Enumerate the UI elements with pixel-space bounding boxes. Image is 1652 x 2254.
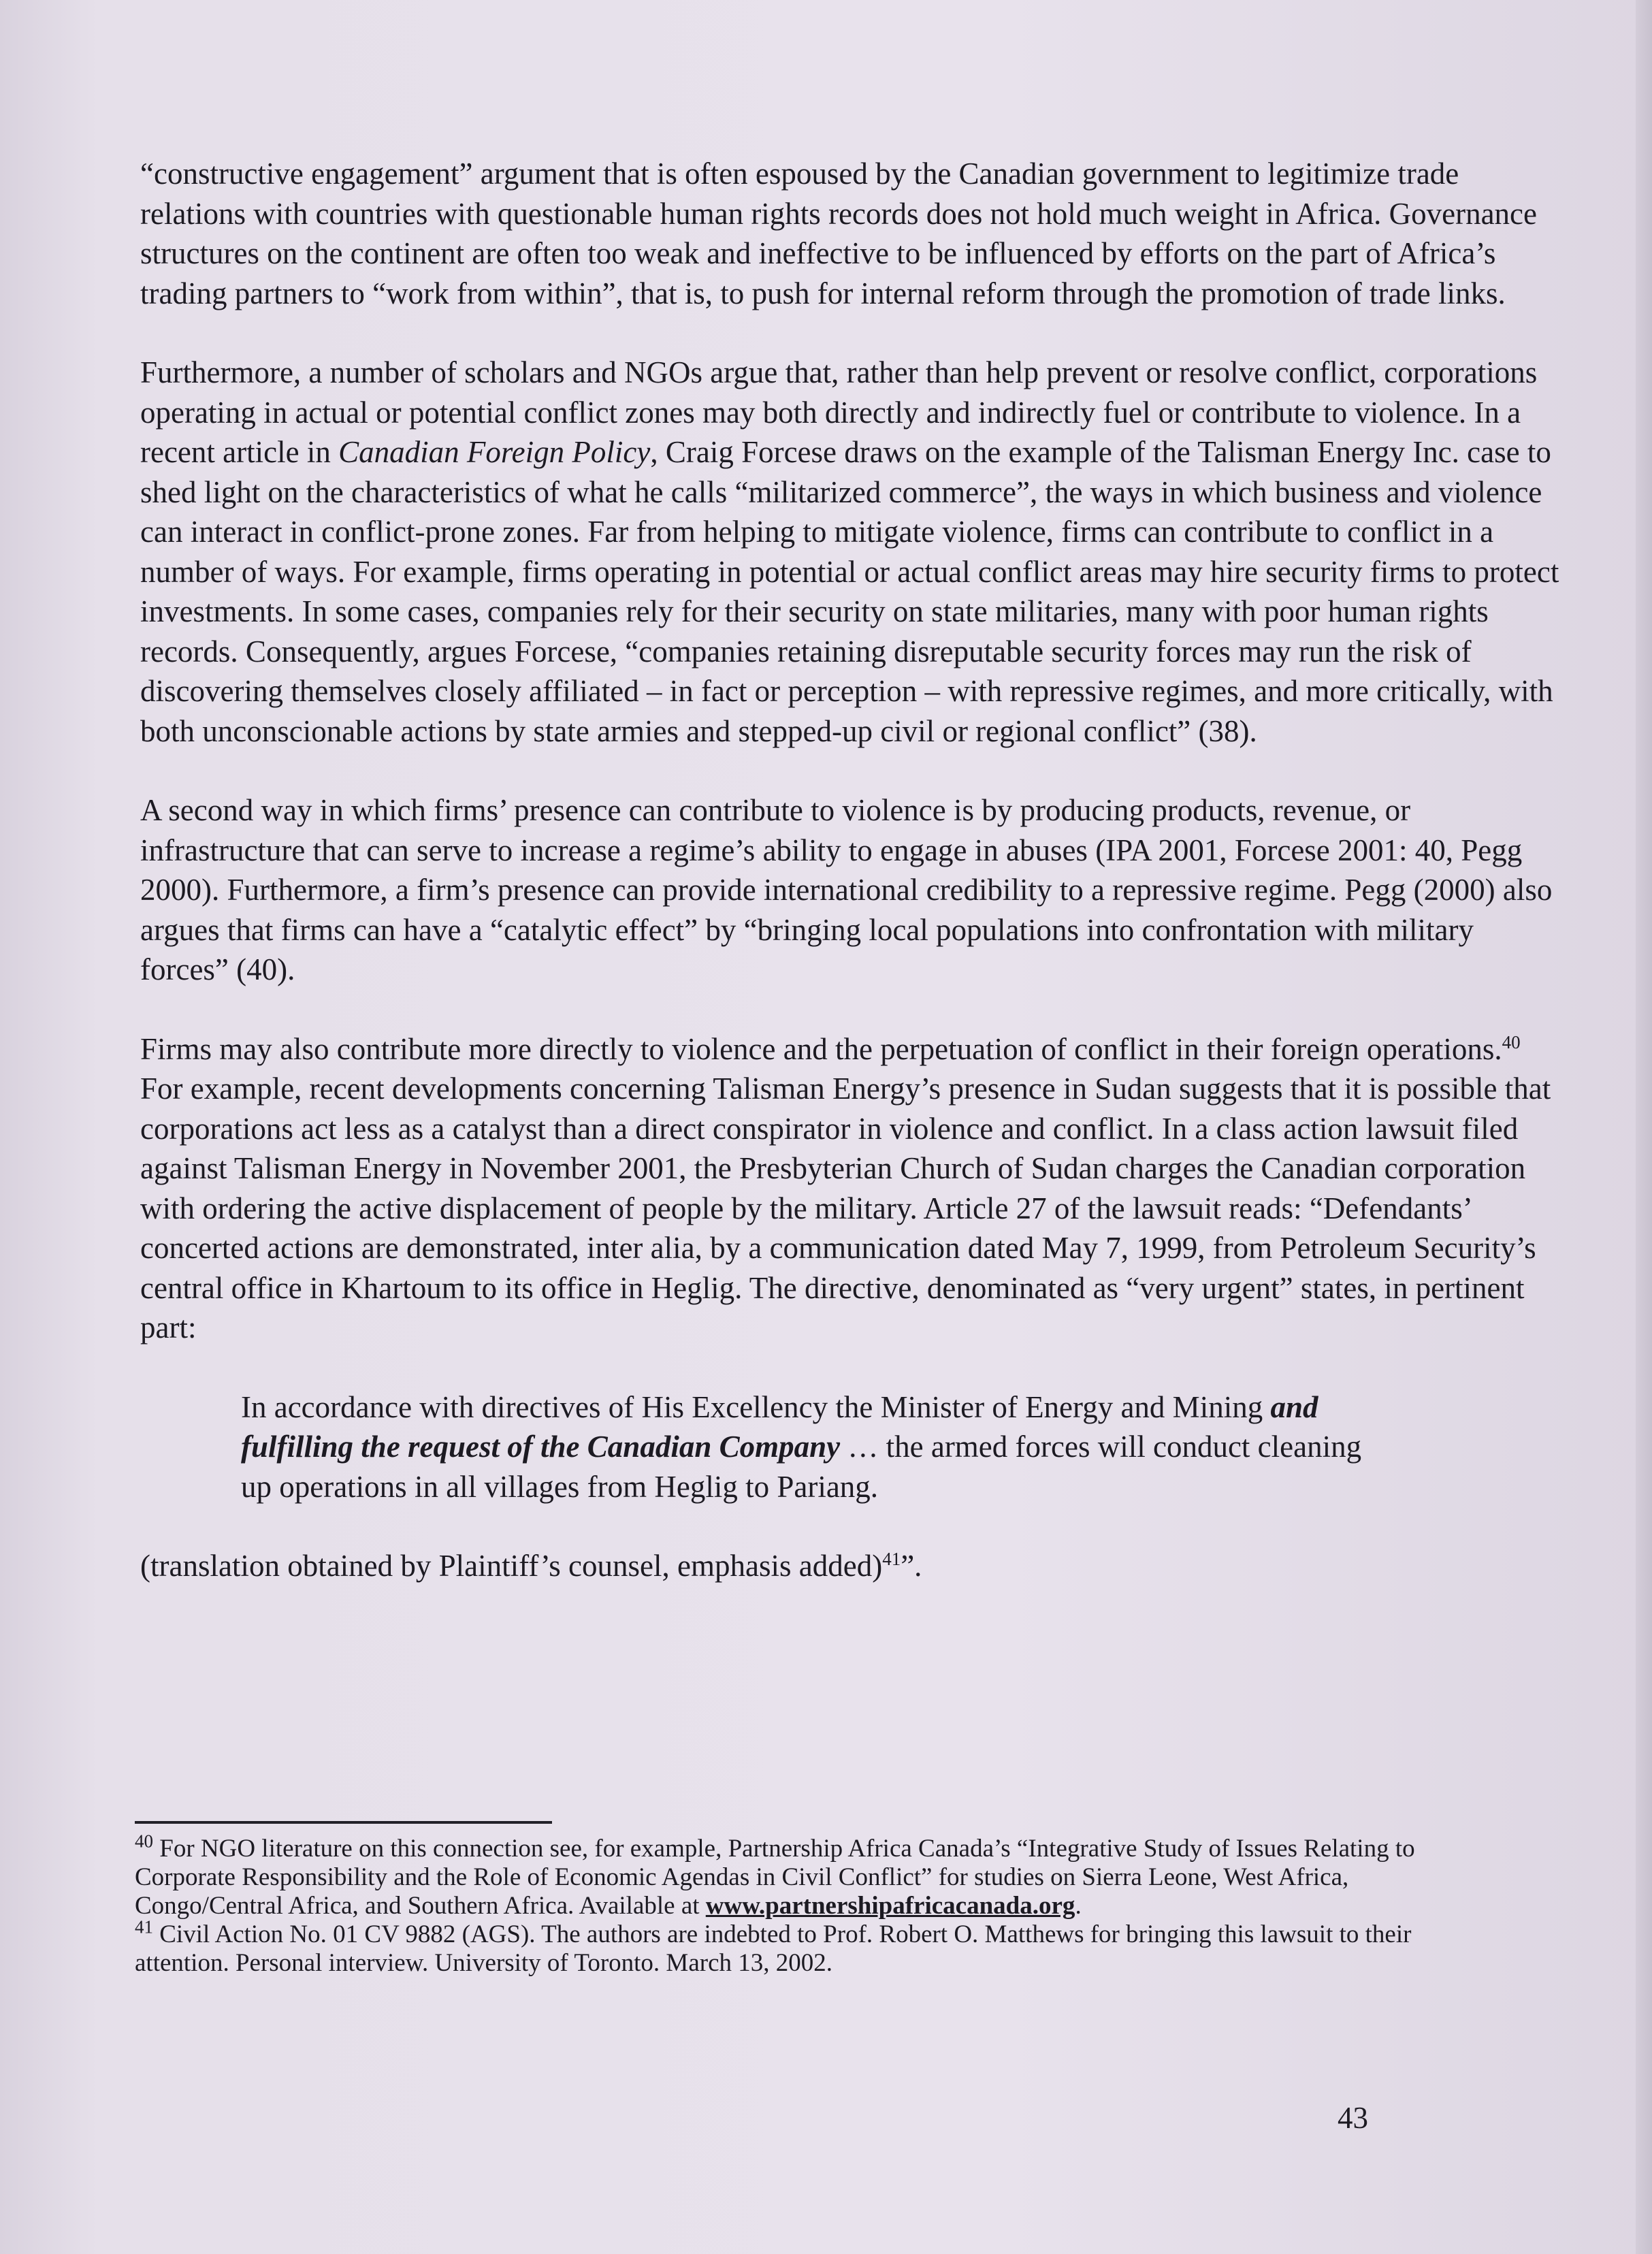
- body-text: [140, 154, 1563, 1626]
- paragraph-militarized-commerce: [140, 353, 1563, 751]
- page-edge-shadow: [1636, 0, 1652, 2254]
- footnote-number: 40: [135, 1831, 153, 1852]
- block-quote: [241, 1387, 1398, 1507]
- footnote-41: [135, 1916, 1428, 1978]
- footnote-text: For NGO literature on this connection see, for example, Partnership Africa Canada’s “Integrative Study of Issues Relating to Corporate Responsibility and the Role of Economic Agendas in Civil Conflict” for studies on Sierra Leone, West Africa, Congo/Central Africa, and Southern Africa. Available at: [135, 1835, 1415, 1920]
- quote-text: … the armed forces will conduct cleaning up operations in all villages from Heglig to Pariang.: [241, 1430, 1362, 1504]
- footnotes: [135, 1831, 1428, 1978]
- note-text: ”.: [901, 1549, 922, 1583]
- footnote-text: Civil Action No. 01 CV 9882 (AGS). The authors are indebted to Prof. Robert O. Matthews for bringing this lawsuit to their attention. Personal interview. University of Toronto. March 13, 2002.: [135, 1920, 1412, 1977]
- translation-note: [140, 1546, 1563, 1586]
- quote-emphasis: and fulfilling the request of the Canadian Company: [241, 1389, 1318, 1464]
- footnote-40: [135, 1831, 1428, 1920]
- paragraph-text: Furthermore, a number of scholars and NGOs argue that, rather than help prevent or resolve conflict, corporations operating in actual or potential conflict zones may both directly and indirectly fuel or contribute to violence. In a recent article in: [140, 355, 1538, 469]
- footnote-reference: 41: [882, 1549, 901, 1569]
- journal-title: Canadian Foreign Policy: [338, 435, 651, 469]
- paragraph-constructive-engagement: “constructive engagement” argument that is often espoused by the Canadian government to legitimize trade relations with countries with questionable human rights records does not hold much weight in Africa. Governance structures on the continent are often too weak and ineffective to be influenced by efforts on the part of Africa’s trading partners to “work from within”, that is, to push for internal reform through the promotion of trade links.: [140, 157, 1538, 310]
- paragraph-text: , Craig Forcese draws on the example of the Talisman Energy Inc. case to shed light on the characteristics of what he calls “militarized commerce”, the ways in which business and violence can interact in conflict-prone zones. Far from helping to mitigate violence, firms can contribute to conflict in a number of ways. For example, firms operating in potential or actual conflict areas may hire security firms to protect investments. In some cases, companies rely for their security on state militaries, many with poor human rights records. Consequently, argues Forcese, “companies retaining disreputable security forces may run the risk of discovering themselves closely affiliated – in fact or perception – with repressive regimes, and more critically, with both unconscionable actions by state armies and stepped-up civil or regional conflict” (38).: [140, 435, 1559, 748]
- paragraph-text: For example, recent developments concerning Talisman Energy’s presence in Sudan suggests that it is possible that corporations act less as a catalyst than a direct conspirator in violence and conflict. In a class action lawsuit filed against Talisman Energy in November 2001, the Presbyterian Church of Sudan charges the Canadian corporation with ordering the active displacement of people by the military. Article 27 of the lawsuit reads: “Defendants’ concerted actions are demonstrated, inter alia, by a communication dated May 7, 1999, from Petroleum Security’s central office in Khartoum to its office in Heglig. The directive, denominated as “very urgent” states, in pertinent part:: [140, 1072, 1551, 1345]
- partnership-africa-link[interactable]: www.partnershipafricacanada.org: [705, 1892, 1075, 1920]
- footnote-separator: [135, 1821, 552, 1824]
- quote-text: In accordance with directives of His Excellency the Minister of Energy and Mining: [241, 1389, 1271, 1424]
- footnote-text: .: [1075, 1892, 1082, 1920]
- page-number: 43: [1338, 2101, 1368, 2135]
- paragraph-text: Firms may also contribute more directly to violence and the perpetuation of conflict in their foreign operations.: [140, 1031, 1502, 1066]
- note-text: (translation obtained by Plaintiff’s counsel, emphasis added): [140, 1549, 883, 1583]
- paragraph-direct-contribution: [140, 1029, 1563, 1348]
- paragraph-second-way: A second way in which firms’ presence can contribute to violence is by producing products, revenue, or infrastructure that can serve to increase a regime’s ability to engage in abuses (IPA 2001, Forcese 2001: 40, Pegg 2000). Furthermore, a firm’s presence can provide international credibility to a repressive regime. Pegg (2000) also argues that firms can have a “catalytic effect” by “bringing local populations into confrontation with military forces” (40).: [140, 793, 1553, 986]
- footnote-reference: 40: [1502, 1031, 1521, 1052]
- footnote-number: 41: [135, 1916, 153, 1937]
